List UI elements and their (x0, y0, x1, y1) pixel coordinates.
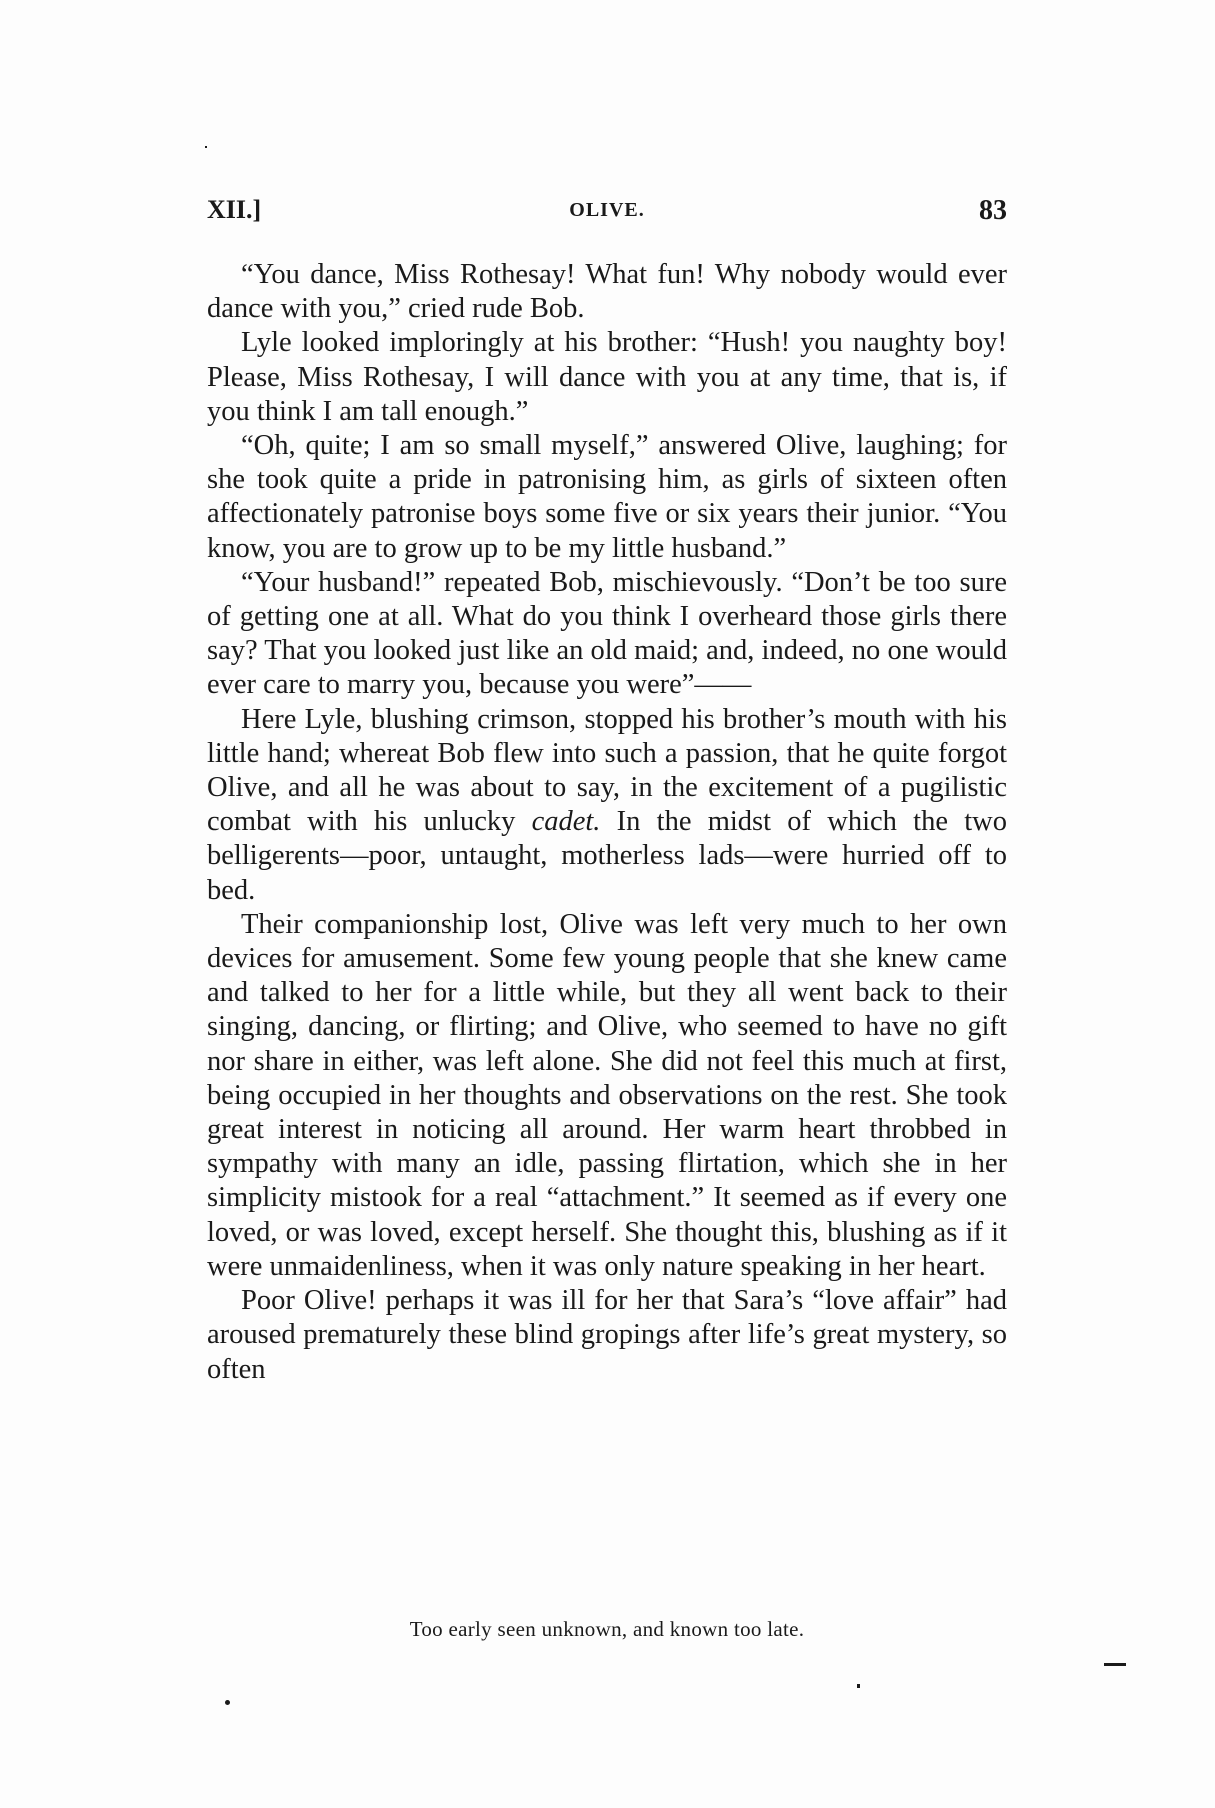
scan-speck (857, 1684, 860, 1688)
paragraph: “Your husband!” repeated Bob, mischievously. “Don’t be too sure of getting one at all. What do you think I overheard those girls there say? That you looked just like an old maid; and, indeed, no one would ever care to marry you, because you were”—— (207, 566, 1007, 701)
verse-quotation: Too early seen unknown, and known too late. (409, 1617, 805, 1641)
paragraph: Their companionship lost, Olive was left very much to her own devices for amusement. Some few young people that she knew came and talked to her for a little while, but they all went back to their singing, dancing, or flirting; and Olive, who seemed to have no gift nor share in either, was left alone. She did not feel this much at first, being occupied in her thoughts and observations on the rest. She took great interest in noticing all around. Her warm heart throbbed in sympathy with many an idle, passing flirtation, which she in her simplicity mistook for a real “attachment.” It seemed as if every one loved, or was loved, except herself. She thought this, blushing as if it were unmaidenliness, when it was only nature speaking in her heart. (207, 908, 1007, 1282)
paragraph: Poor Olive! perhaps it was ill for her that Sara’s “love affair” had aroused prematurely these blind gropings after life’s great mystery, so often (207, 1285, 1007, 1385)
paragraph: Here Lyle, blushing crimson, stopped his brother’s mouth with his little hand; whereat Bob flew into such a passion, that he quite forgot Olive, and all he was about to say, in the excitement of a pugilistic combat with his unlucky cadet. In the midst of which the two belligerents—poor, untaught, motherless lads—were hurried off to bed. (207, 703, 1007, 906)
italic-word: cadet. (531, 806, 601, 838)
paragraph: Lyle looked imploringly at his brother: “Hush! you naughty boy! Please, Miss Rothesay, I will dance with you at any time, that is, if you think I am tall enough.” (207, 327, 1007, 427)
page-number: 83 (979, 195, 1007, 226)
scan-speck (225, 1700, 230, 1705)
running-header (207, 195, 1007, 235)
chapter-marker: XII.] (207, 195, 262, 224)
scan-speck (1104, 1663, 1126, 1666)
scan-speck (205, 146, 207, 148)
running-title: OLIVE. (569, 199, 645, 221)
paragraph: “You dance, Miss Rothesay! What fun! Why nobody would ever dance with you,” cried rude Bob. (207, 259, 1007, 325)
paragraph: “Oh, quite; I am so small myself,” answered Olive, laughing; for she took quite a pride in patronising him, as girls of sixteen often affectionately patronise boys some five or six years their junior. “You know, you are to grow up to be my little husband.” (207, 430, 1007, 564)
body-text (207, 258, 1007, 1387)
